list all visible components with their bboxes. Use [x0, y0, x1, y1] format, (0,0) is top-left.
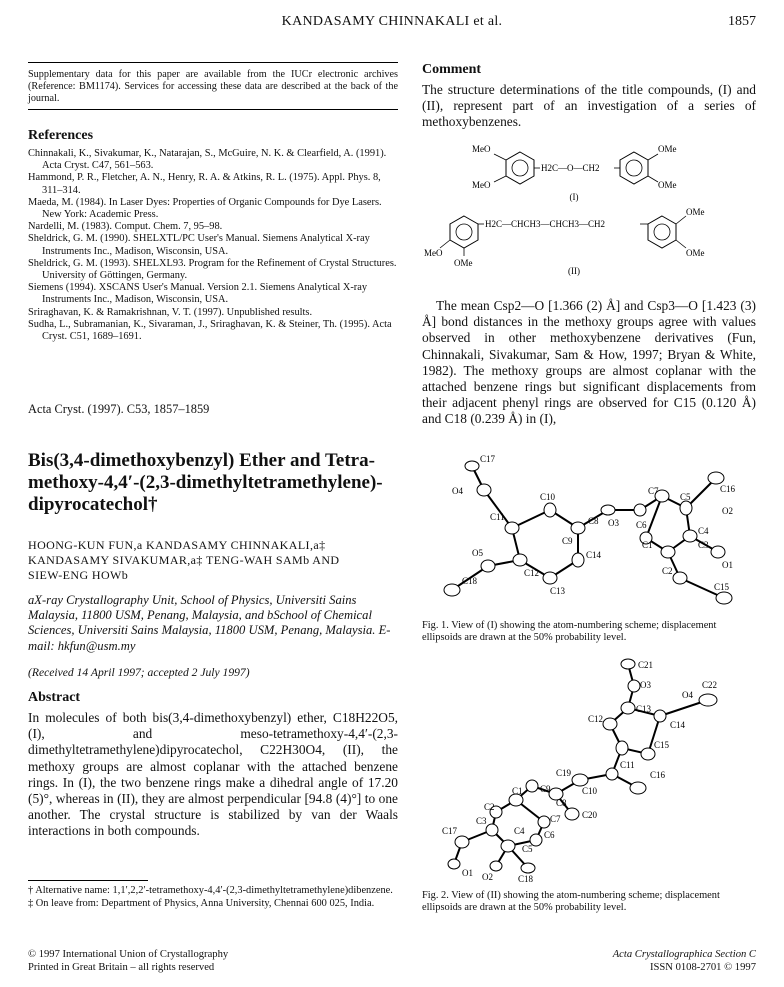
atom-label: C8: [556, 798, 567, 808]
atom-label: C5: [680, 492, 691, 502]
scheme2-ome-right: OMe: [686, 248, 705, 258]
right-column: [422, 62, 756, 131]
atom-label: C18: [462, 576, 478, 586]
atom-label: C17: [480, 454, 496, 464]
atom-label: C8: [588, 516, 599, 526]
atom-label: C12: [588, 714, 604, 724]
scheme1-linker: H2C—O—CH2: [541, 163, 600, 173]
atom-label: O1: [462, 868, 473, 878]
atom-label: C4: [514, 826, 525, 836]
reference-item: Chinnakali, K., Sivakumar, K., Natarajan, S., McGuire, N. K. & Clearfield, A. (1991). Acta Cryst. C47, 561–563.: [28, 148, 387, 172]
atom-label: C3: [698, 540, 709, 550]
scheme1-meo-top: MeO: [472, 144, 491, 154]
fig2-ellipsoids: [448, 659, 717, 873]
abstract-section: [28, 690, 398, 840]
footnotes: [28, 880, 398, 910]
atom-label: C2: [484, 802, 495, 812]
journal-section-line: Acta Crystallographica Section C: [612, 949, 756, 960]
copyright-line: © 1997 International Union of Crystallography: [28, 949, 229, 960]
scheme1-meo-bottom: MeO: [472, 180, 491, 190]
figure-1: [432, 448, 742, 618]
atom-label: C19: [556, 768, 572, 778]
atom-label: C7: [648, 486, 659, 496]
atom-label: O2: [482, 872, 493, 882]
scheme-two: [424, 207, 705, 276]
atom-label: C4: [698, 526, 709, 536]
abstract-text: In molecules of both bis(3,4-dimethoxybenzyl) ether, C18H22O5, (I), and meso-tetramethoxy-4,4′-(2,3-dimethyltetramethylene)dipyrocatechol, C22H30O4, (II), the methoxy groups are almost coplanar with the attached benzene rings. In (I), the two benzene rings make a dihedral angle of 17.20 (5)°, whereas in (II), they are almost perpendicular [94.8 (4)°] to one another. The crystal structure is stabilized by van der Waals interactions in both compounds.: [28, 710, 398, 839]
atom-label: O1: [722, 560, 733, 570]
fig2-bonds: [454, 664, 708, 868]
atom-label: C10: [582, 786, 598, 796]
page-number: 1857: [728, 14, 756, 29]
chemical-schemes: [422, 140, 756, 280]
atom-label: C15: [654, 740, 670, 750]
article-header: [28, 450, 398, 679]
atom-label: C14: [670, 720, 686, 730]
abstract-heading: Abstract: [28, 690, 81, 705]
atom-label: C5: [522, 844, 533, 854]
atom-label: O4: [452, 486, 463, 496]
scheme1-ome-top: OMe: [658, 144, 677, 154]
atom-label: C11: [490, 512, 505, 522]
atom-label: C16: [650, 770, 666, 780]
journal-reference: Acta Cryst. (1997). C53, 1857–1859: [28, 402, 210, 416]
affiliation: aX-ray Crystallography Unit, School of Physics, Universiti Sains Malaysia, 11800 USM, Penang, Malaysia, and bSchool of Chemical Sciences, Universiti Sains Malaysia, 11800 USM, Penang, Malaysia. E-mail: hkfun@usm.my: [28, 593, 391, 653]
supplementary-note: Supplementary data for this paper are available from the IUCr electronic archives (Reference: BM1174). Services for accessing these data are described at the back of the journal.: [28, 69, 398, 104]
atom-label: O5: [472, 548, 483, 558]
atom-label: C9: [562, 536, 573, 546]
scheme2-ome-top: OMe: [686, 207, 705, 217]
atom-label: C10: [540, 492, 556, 502]
atom-label: C13: [636, 704, 652, 714]
atom-label: C18: [518, 874, 534, 884]
atom-label: C20: [582, 810, 598, 820]
reference-item: Maeda, M. (1984). In Laser Dyes: Properties of Organic Compounds for Dye Lasers. New York: Academic Press.: [28, 196, 382, 221]
reference-item: Hammond, P. R., Fletcher, A. N., Henry, R. A. & Atkins, R. L. (1975). Appl. Phys. 8, 311–314.: [28, 172, 381, 196]
atom-label: C22: [702, 680, 718, 690]
atom-label: C15: [714, 582, 730, 592]
running-head: [0, 14, 784, 34]
authors: [28, 538, 398, 583]
article-title: Bis(3,4-dimethoxybenzyl) Ether and Tetra-methoxy-4,4′-(2,3-dimethyltetramethylene)-dipyrocatechol†: [28, 450, 383, 515]
atom-label: O3: [640, 680, 651, 690]
fig1-atom-labels: [452, 454, 736, 596]
printed-line: Printed in Great Britain – all rights reserved: [28, 962, 215, 973]
atom-label: C3: [476, 816, 487, 826]
atom-label: O3: [608, 518, 619, 528]
authors-line: KANDASAMY SIVAKUMAR,a‡ TENG-WAH SAMb AND: [28, 553, 340, 567]
comment-para2: [422, 298, 756, 428]
references-list: [28, 148, 398, 343]
atom-label: O2: [722, 506, 733, 516]
reference-item: Nardelli, M. (1983). Comput. Chem. 7, 95–98.: [28, 221, 223, 233]
figure-2-caption: Fig. 2. View of (II) showing the atom-numbering scheme; displacement ellipsoids are drawn at the 50% probability level.: [422, 890, 720, 914]
atom-label: C2: [662, 566, 673, 576]
scheme-one: [472, 144, 677, 202]
scheme1-ome-bottom: OMe: [658, 180, 677, 190]
atom-label: C7: [550, 814, 561, 824]
left-column: [28, 62, 398, 343]
atom-label: C1: [512, 786, 523, 796]
atom-label: C13: [550, 586, 566, 596]
divider: [28, 62, 398, 63]
atom-label: C14: [586, 550, 602, 560]
atom-label: C16: [720, 484, 736, 494]
comment-intro: The structure determinations of the title compounds, (I) and (II), represent part of an investigation of a series of methoxybenzenes.: [422, 82, 756, 130]
atom-label: C6: [544, 830, 555, 840]
scheme2-meo: MeO: [424, 248, 443, 258]
fig2-atom-labels: [442, 660, 717, 884]
figure-1-caption: Fig. 1. View of (I) showing the atom-numbering scheme; displacement ellipsoids are drawn at the 50% probability level.: [422, 620, 717, 644]
running-head-title: KANDASAMY CHINNAKALI et al.: [281, 14, 503, 29]
atom-label: C17: [442, 826, 458, 836]
atom-label: C11: [620, 760, 635, 770]
scheme2-label: (II): [568, 266, 580, 276]
atom-label: C1: [642, 540, 653, 550]
footnote: ‡ On leave from: Department of Physics, Anna University, Chennai 600 025, India.: [28, 897, 375, 909]
reference-item: Sriraghavan, K. & Ramakrishnan, V. T. (1997). Unpublished results.: [28, 306, 313, 318]
reference-item: Sudha, L., Subramanian, K., Sivaraman, J., Sriraghavan, K. & Steiner, Th. (1995). Acta Cryst. C51, 1689–1691.: [28, 318, 392, 343]
scheme2-linker: H2C—CHCH3—CHCH3—CH2: [485, 219, 606, 229]
footnote: † Alternative name: 1,1′,2,2′-tetramethoxy-4,4′-(2,3-dimethyltetramethylene)dibenzene.: [28, 885, 393, 896]
footer-right: [613, 948, 756, 974]
footnote-rule: [28, 880, 148, 881]
issn-line: ISSN 0108-2701 © 1997: [649, 962, 756, 973]
comment-heading: Comment: [422, 62, 482, 77]
figure-2: [432, 652, 742, 884]
received-dates: (Received 14 April 1997; accepted 2 July 1997): [28, 665, 250, 679]
atom-label: O4: [682, 690, 693, 700]
authors-line: SIEW-ENG HOWb: [28, 568, 129, 582]
references-heading: References: [28, 128, 94, 143]
atom-label: C9: [540, 784, 551, 794]
footer-left: [28, 948, 228, 974]
scheme2-ome-bottom: OMe: [454, 258, 473, 268]
atom-label: C21: [638, 660, 654, 670]
atom-label: C6: [636, 520, 647, 530]
comment-paragraph: The mean Csp2—O [1.366 (2) Å] and Csp3—O [1.423 (3) Å] bond distances in the methoxy groups agree with values observed in other methoxybenzene derivatives (Fun, Chinnakali, Sivakumar, Sam & How, 1997; Bryan & White, 1982). The methoxy groups are almost coplanar with the attached benzene rings but significant displacements from their adjacent phenyl rings are observed for C15 (0.120 Å) and C18 (0.239 Å) in (I),: [422, 298, 756, 427]
authors-line: HOONG-KUN FUN,a KANDASAMY CHINNAKALI,a‡: [28, 538, 326, 552]
scheme1-label: (I): [569, 192, 579, 202]
atom-label: C12: [524, 568, 540, 578]
reference-item: Siemens (1994). XSCANS User's Manual. Version 2.1. Siemens Analytical X-ray Instruments Inc., Madison, Wisconsin, USA.: [28, 282, 368, 306]
reference-item: Sheldrick, G. M. (1993). SHELXL93. Program for the Refinement of Crystal Structures. University of Göttingen, Germany.: [28, 257, 397, 282]
reference-item: Sheldrick, G. M. (1990). SHELXTL/PC User's Manual. Siemens Analytical X-ray Instruments Inc., Madison, Wisconsin, USA.: [28, 233, 370, 257]
